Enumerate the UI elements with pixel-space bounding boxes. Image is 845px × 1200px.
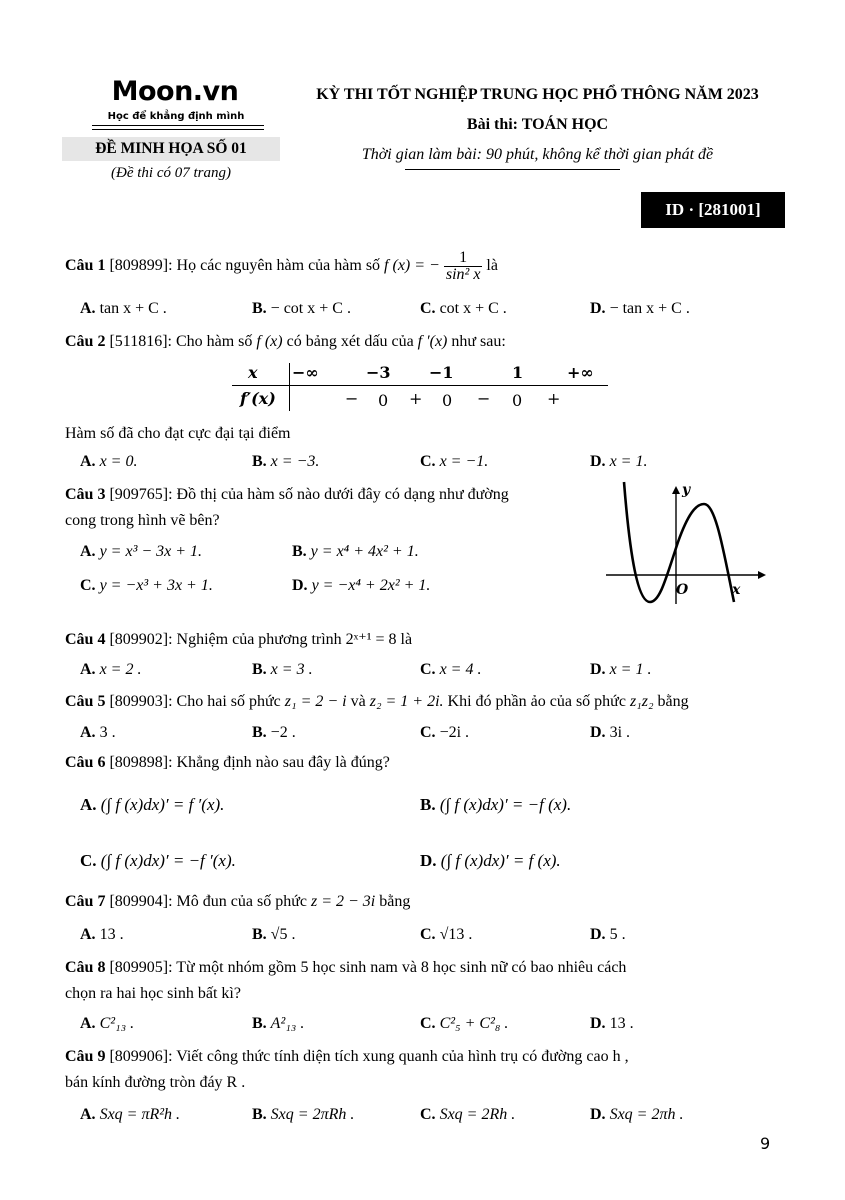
logo-divider-thin	[92, 129, 264, 130]
question-text-end: bằng	[657, 693, 689, 710]
sign-table-x-label: x	[248, 363, 258, 382]
question-5	[65, 688, 785, 715]
q2-option-b[interactable]	[252, 451, 319, 473]
exam-code-badge: ĐỀ MINH HỌA SỐ 01	[62, 137, 280, 161]
option-label: D.	[590, 1106, 606, 1123]
option-label: A.	[80, 926, 96, 943]
logo-divider	[92, 125, 264, 126]
q7-option-b[interactable]	[252, 924, 295, 946]
option-text: (∫ f (x)dx)′ = f (x).	[440, 851, 561, 870]
question-8-line2: chọn ra hai học sinh bất kì?	[65, 985, 241, 1002]
question-label: Câu 1	[65, 257, 106, 275]
sign-table	[232, 361, 608, 413]
q3-option-c[interactable]	[80, 575, 213, 597]
logo-tagline: Học để khẳng định mình	[107, 111, 245, 122]
q5-product: z₁z₂	[629, 693, 654, 710]
q6-option-b[interactable]	[420, 794, 571, 816]
question-3-line2: cong trong hình vẽ bên?	[65, 512, 220, 529]
x-axis-arrow-icon	[758, 571, 766, 579]
question-text-end: là	[486, 257, 498, 275]
q2-option-a[interactable]	[80, 451, 137, 473]
question-label: Câu 6	[65, 754, 106, 771]
option-text: A²₁₃ .	[270, 1015, 305, 1032]
sign-table-point: +∞	[567, 363, 594, 382]
sign-table-zero: 0	[378, 391, 389, 410]
question-code: [809902]	[109, 631, 169, 648]
option-label: B.	[252, 1015, 267, 1032]
option-text: y = x⁴ + 4x² + 1.	[310, 543, 419, 560]
option-text: cot x + C .	[439, 300, 507, 317]
option-label: A.	[80, 795, 97, 814]
option-label: B.	[252, 453, 267, 470]
exam-title: KỲ THI TỐT NGHIỆP TRUNG HỌC PHỔ THÔNG NĂM 2023	[316, 86, 759, 103]
option-label: A.	[80, 300, 96, 317]
q9-option-a[interactable]	[80, 1104, 180, 1126]
option-text: 5 .	[609, 926, 626, 943]
option-text: −2 .	[270, 724, 296, 741]
option-text: (∫ f (x)dx)′ = f ′(x).	[100, 795, 225, 814]
option-label: C.	[420, 300, 436, 317]
page-number: 9	[760, 1134, 771, 1153]
question-text: : Mô đun của số phức	[168, 893, 307, 910]
option-label: B.	[252, 661, 267, 678]
option-text: − tan x + C .	[609, 300, 690, 317]
option-label: B.	[252, 724, 267, 741]
question-text-end: như sau:	[451, 333, 506, 350]
question-code: [809899]	[109, 257, 169, 275]
option-text: Sxq = 2Rh .	[439, 1106, 516, 1123]
sign-table-point: −∞	[292, 363, 319, 382]
q7-option-a[interactable]	[80, 924, 124, 946]
option-label: C.	[420, 661, 436, 678]
q9-option-b[interactable]	[252, 1104, 354, 1126]
option-text: √13 .	[439, 926, 473, 943]
q2-derivative: f ′(x)	[417, 333, 448, 350]
q8-option-c[interactable]	[420, 1013, 508, 1035]
option-label: B.	[420, 795, 436, 814]
fraction-denominator: sin² x	[445, 266, 481, 283]
sign-table-zero: 0	[442, 391, 453, 410]
q7-option-c[interactable]	[420, 924, 472, 946]
question-text: : Họ các nguyên hàm của hàm số	[168, 257, 381, 275]
question-code: [511816]	[109, 333, 168, 350]
question-text-mid: có bảng xét dấu của	[286, 333, 414, 350]
sign-table-sign: +	[547, 389, 561, 408]
option-label: D.	[590, 300, 606, 317]
question-2	[65, 328, 785, 355]
question-code: [909765]	[109, 486, 169, 503]
option-text: x = 3 .	[270, 661, 313, 678]
question-label: Câu 7	[65, 893, 106, 910]
question-code: [809903]	[109, 693, 169, 710]
q5-option-c[interactable]	[420, 722, 469, 744]
option-text: x = 2 .	[99, 661, 142, 678]
question-6	[65, 749, 785, 776]
question-4	[65, 626, 785, 653]
question-text: : Khẳng định nào sau đây là đúng?	[168, 754, 390, 771]
option-text: tan x + C .	[99, 300, 167, 317]
option-text: x = 4 .	[439, 661, 482, 678]
option-text: Sxq = 2πRh .	[270, 1106, 355, 1123]
exam-time-note: Thời gian làm bài: 90 phút, không kể thời gian phát đề	[361, 146, 714, 163]
q1-option-c[interactable]	[420, 298, 507, 320]
question-text: : Đồ thị của hàm số nào dưới đây có dạng như đường	[168, 486, 509, 503]
option-label: C.	[420, 724, 436, 741]
q5-option-b[interactable]	[252, 722, 296, 744]
question-8	[65, 954, 785, 981]
q3-option-d[interactable]	[292, 575, 430, 597]
option-label: B.	[252, 1106, 267, 1123]
option-text: x = −3.	[270, 453, 320, 470]
option-text: 13 .	[99, 926, 124, 943]
option-text: Sxq = πR²h .	[99, 1106, 181, 1123]
q2-option-d[interactable]	[590, 451, 647, 473]
q8-option-a[interactable]	[80, 1013, 134, 1035]
question-label: Câu 8	[65, 959, 106, 976]
option-text: Sxq = 2πh .	[609, 1106, 684, 1123]
option-label: B.	[252, 926, 267, 943]
exam-id-badge: ID · [281001]	[641, 192, 785, 228]
question-text-end: là	[400, 631, 413, 648]
option-text: x = 1 .	[609, 661, 652, 678]
option-text: y = −x³ + 3x + 1.	[99, 577, 213, 594]
question-9-line2: bán kính đường tròn đáy R .	[65, 1074, 246, 1091]
option-label: C.	[420, 453, 436, 470]
option-text: √5 .	[270, 926, 296, 943]
q5-option-a[interactable]	[80, 722, 116, 744]
question-text: : Nghiệm của phương trình	[168, 631, 342, 648]
q9-option-c[interactable]	[420, 1104, 515, 1126]
question-text: : Viết công thức tính diện tích xung quanh của hình trụ có đường cao h ,	[168, 1048, 629, 1065]
sign-table-sign: −	[477, 389, 491, 408]
option-label: C.	[80, 577, 96, 594]
option-label: A.	[80, 543, 96, 560]
option-label: A.	[80, 661, 96, 678]
option-label: D.	[590, 724, 606, 741]
q4-option-d[interactable]	[590, 659, 651, 681]
option-label: D.	[590, 661, 606, 678]
sign-table-point: −3	[366, 363, 391, 382]
option-label: C.	[420, 926, 436, 943]
option-label: B.	[252, 300, 267, 317]
page-count-note: (Đề thi có 07 trang)	[111, 165, 231, 181]
option-label: D.	[420, 851, 437, 870]
option-label: D.	[292, 577, 308, 594]
option-text: x = −1.	[439, 453, 489, 470]
q2-function: f (x)	[256, 333, 283, 350]
q1-option-b[interactable]	[252, 298, 351, 320]
q5-option-d[interactable]	[590, 722, 630, 744]
q5-z2: z₂ = 1 + 2i.	[369, 693, 444, 710]
exam-subject: Bài thi: TOÁN HỌC	[466, 116, 609, 133]
question-code: [809904]	[109, 893, 169, 910]
option-label: C.	[80, 851, 97, 870]
option-label: D.	[590, 926, 606, 943]
q1-option-a[interactable]	[80, 298, 167, 320]
question-9	[65, 1043, 785, 1070]
time-divider	[405, 169, 620, 170]
sign-table-point: −1	[429, 363, 454, 382]
sign-table-zero: 0	[512, 391, 523, 410]
option-text: y = x³ − 3x + 1.	[99, 543, 203, 560]
q2-option-c[interactable]	[420, 451, 488, 473]
option-text: 3i .	[609, 724, 631, 741]
q1-fraction	[444, 250, 483, 283]
cubic-graph	[600, 478, 780, 608]
sign-table-sign: −	[345, 389, 359, 408]
option-text: x = 0.	[99, 453, 138, 470]
q9-option-d[interactable]	[590, 1104, 683, 1126]
sign-table-sign: +	[409, 389, 423, 408]
question-text: : Từ một nhóm gồm 5 học sinh nam và 8 học sinh nữ có bao nhiêu cách	[168, 959, 627, 976]
question-2-followup: Hàm số đã cho đạt cực đại tại điểm	[65, 425, 291, 442]
question-label: Câu 9	[65, 1048, 106, 1065]
question-label: Câu 4	[65, 631, 106, 648]
q1-function: f (x) = −	[384, 257, 440, 275]
question-code: [809898]	[109, 754, 169, 771]
question-code: [809905]	[109, 959, 169, 976]
option-label: B.	[292, 543, 307, 560]
question-1	[65, 250, 785, 283]
option-text: 13 .	[609, 1015, 634, 1032]
y-axis-arrow-icon	[672, 486, 680, 494]
question-text: : Cho hàm số	[167, 333, 253, 350]
option-text: (∫ f (x)dx)′ = −f (x).	[439, 795, 572, 814]
q4-option-a[interactable]	[80, 659, 141, 681]
question-text-end: bằng	[379, 893, 411, 910]
y-label: y	[682, 482, 691, 498]
fraction-numerator: 1	[444, 250, 483, 267]
option-label: A.	[80, 724, 96, 741]
option-label: A.	[80, 1015, 96, 1032]
q7-option-d[interactable]	[590, 924, 626, 946]
q7-equation: z = 2 − 3i	[310, 893, 376, 910]
q6-option-c[interactable]	[80, 850, 236, 872]
q3-option-b[interactable]	[292, 541, 419, 563]
question-text: : Cho hai số phức	[168, 693, 281, 710]
q5-and: và	[350, 693, 366, 710]
question-label: Câu 5	[65, 693, 106, 710]
origin-label: O	[676, 582, 689, 598]
option-label: D.	[590, 453, 606, 470]
q6-option-d[interactable]	[420, 850, 561, 872]
option-text: − cot x + C .	[270, 300, 351, 317]
option-label: D.	[590, 1015, 606, 1032]
q4-equation: 2ˣ⁺¹ = 8	[345, 631, 397, 648]
question-label: Câu 2	[65, 333, 106, 350]
q4-option-c[interactable]	[420, 659, 481, 681]
option-label: C.	[420, 1015, 436, 1032]
sign-table-vline	[289, 363, 290, 411]
q1-option-d[interactable]	[590, 298, 690, 320]
x-label: x	[732, 582, 741, 598]
option-label: A.	[80, 453, 96, 470]
q3-option-a[interactable]	[80, 541, 202, 563]
question-3	[65, 481, 605, 508]
option-text: C²₁₃ .	[99, 1015, 135, 1032]
question-7	[65, 888, 785, 915]
sign-table-point: 1	[512, 363, 524, 382]
question-label: Câu 3	[65, 486, 106, 503]
q8-option-b[interactable]	[252, 1013, 304, 1035]
q4-option-b[interactable]	[252, 659, 313, 681]
moon-logo: Moon.vn	[111, 76, 239, 107]
option-text: 3 .	[99, 724, 116, 741]
option-label: C.	[420, 1106, 436, 1123]
option-text: x = 1.	[609, 453, 648, 470]
option-text: −2i .	[439, 724, 470, 741]
option-text: (∫ f (x)dx)′ = −f ′(x).	[100, 851, 236, 870]
question-code: [809906]	[109, 1048, 169, 1065]
q8-option-d[interactable]	[590, 1013, 634, 1035]
q6-option-a[interactable]	[80, 794, 224, 816]
option-text: y = −x⁴ + 2x² + 1.	[311, 577, 431, 594]
sign-table-fprime-label: f′(x)	[240, 389, 276, 408]
option-label: A.	[80, 1106, 96, 1123]
question-text-mid: Khi đó phần ảo của số phức	[447, 693, 626, 710]
q5-z1: z₁ = 2 − i	[284, 693, 347, 710]
option-text: C²₅ + C²₈ .	[439, 1015, 509, 1032]
